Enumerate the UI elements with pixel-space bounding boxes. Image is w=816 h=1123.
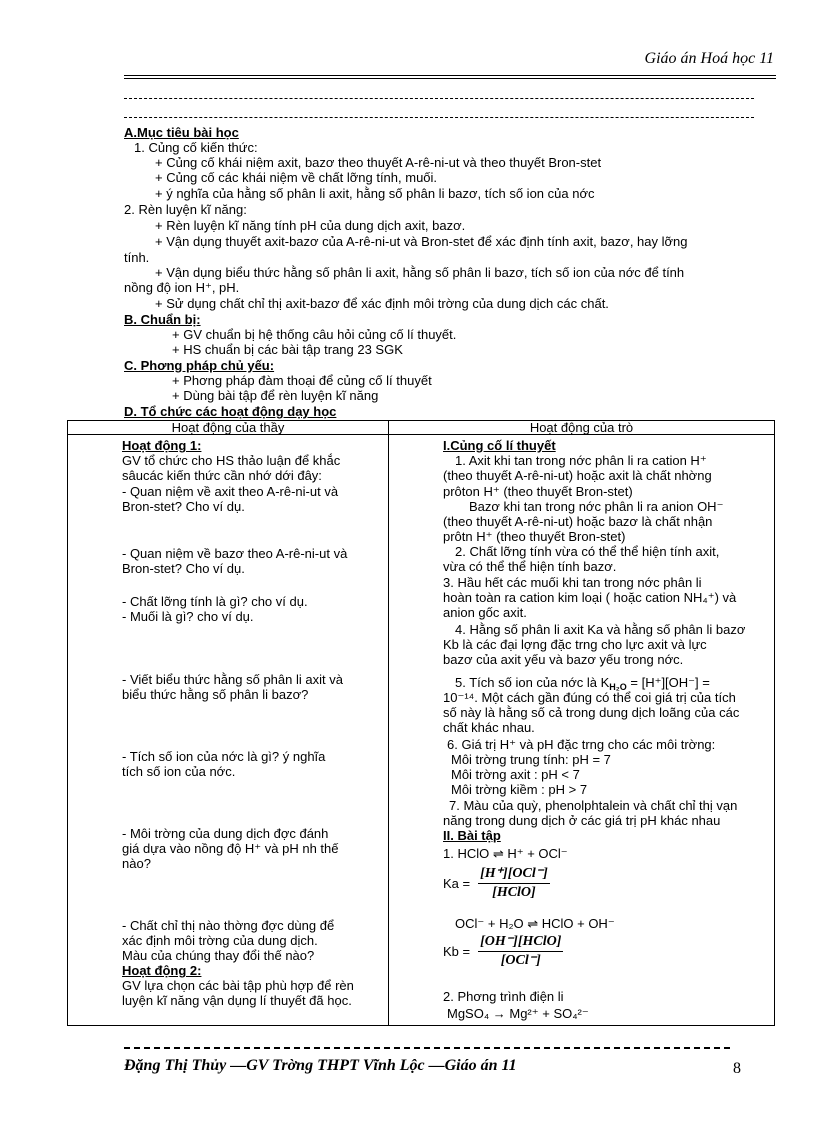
kw-subscript: H₂O bbox=[609, 682, 627, 692]
teacher-text: - Quan niệm về bazơ theo A-rê-ni-ut và bbox=[122, 546, 348, 561]
teacher-activities-cell bbox=[68, 435, 389, 1026]
section-a-line: + Vận dụng thuyết axit-bazơ của A-rê-ni-ut và Bron-stet để xác định tính axit, bazơ, hay lỡng bbox=[155, 234, 688, 249]
student-text: 10⁻¹⁴. Một cách gần đúng có thể coi giá trị của tích bbox=[443, 690, 736, 705]
section-a-line: 2. Rèn luyện kĩ năng: bbox=[124, 202, 247, 217]
section-c-line: + Phơng pháp đàm thoại để củng cố lí thuyết bbox=[172, 373, 432, 388]
teacher-text: biểu thức hằng số phân li bazơ? bbox=[122, 687, 309, 702]
section-c-line: + Dùng bài tập để rèn luyện kĩ năng bbox=[172, 388, 379, 403]
student-text: prôton H⁺ (theo thuyết Bron-stet) bbox=[443, 484, 633, 499]
section-a-line: nồng độ ion H⁺, pH. bbox=[124, 280, 240, 295]
student-text: anion gốc axit. bbox=[443, 605, 527, 620]
student-text: Môi trờng trung tính: pH = 7 bbox=[451, 752, 611, 767]
ka-numerator: [H⁺][OCl⁻] bbox=[478, 867, 550, 884]
student-text: Môi trờng kiềm : pH > 7 bbox=[451, 782, 588, 797]
student-text: 2. Phơng trình điện li bbox=[443, 989, 564, 1004]
equation-ocl: OCl⁻ + H₂O ⇌ HClO + OH⁻ bbox=[455, 916, 615, 931]
ka-denominator: [HClO] bbox=[492, 885, 536, 900]
student-text: bazơ của axit yếu và bazơ yếu trong nớc. bbox=[443, 652, 684, 667]
student-text: prôtn H⁺ (theo thuyết Bron-stet) bbox=[443, 529, 626, 544]
teacher-text: - Viết biểu thức hằng số phân li axit và bbox=[122, 672, 343, 687]
student-text: (theo thuyết A-rê-ni-ut) hoặc axit là chất nhờng bbox=[443, 468, 712, 483]
teacher-activity-2-heading: Hoạt động 2: bbox=[122, 963, 202, 978]
student-text: 7. Màu của quỳ, phenolphtalein và chất chỉ thị vạn bbox=[449, 798, 738, 813]
section-c-heading: C. Phơng pháp chủ yếu: bbox=[124, 358, 275, 373]
teacher-text: GV tổ chức cho HS thảo luận để khắc bbox=[122, 453, 341, 468]
teacher-activity-1-heading: Hoạt động 1: bbox=[122, 438, 202, 453]
ka-expression bbox=[443, 867, 550, 900]
section-a-line: + Rèn luyện kĩ năng tính pH của dung dịch axit, bazơ. bbox=[155, 218, 466, 233]
student-text: 4. Hằng số phân li axit Ka và hằng số phân li bazơ bbox=[455, 622, 746, 637]
teacher-text: xác định môi trờng của dung dịch. bbox=[122, 933, 318, 948]
kb-numerator: [OH⁻][HClO] bbox=[478, 935, 563, 952]
section-a-line: + ý nghĩa của hằng số phân li axit, hằng số phân li bazơ, tích số ion của nớc bbox=[155, 186, 595, 201]
page-number: 8 bbox=[733, 1060, 741, 1077]
teacher-text: - Tích số ion của nớc là gì? ý nghĩa bbox=[122, 749, 326, 764]
header-rule-bottom bbox=[124, 78, 776, 79]
dashed-rule-1 bbox=[124, 98, 754, 99]
section-a-line: + Củng cố khái niệm axit, bazơ theo thuyết A-rê-ni-ut và theo thuyết Bron-stet bbox=[155, 155, 602, 170]
footer-rule bbox=[124, 1047, 730, 1049]
teacher-column-header: Hoạt động của thầy bbox=[68, 421, 389, 435]
student-text: 3. Hầu hết các muối khi tan trong nớc phân li bbox=[443, 575, 702, 590]
kb-label: Kb = bbox=[443, 943, 471, 959]
teacher-text: - Chất chỉ thị nào thờng đợc dùng để bbox=[122, 918, 335, 933]
student-text: 6. Giá trị H⁺ và pH đặc trng cho các môi trờng: bbox=[447, 737, 716, 752]
student-text: vừa có thể thể hiện tính bazơ. bbox=[443, 559, 617, 574]
section-d-heading: D. Tổ chức các hoạt động dạy học bbox=[124, 404, 337, 419]
student-text: 1. Axit khi tan trong nớc phân li ra cation H⁺ bbox=[455, 453, 707, 468]
student-text: chất khác nhau. bbox=[443, 720, 535, 735]
teacher-text: - Môi trờng của dung dịch đợc đánh bbox=[122, 826, 329, 841]
student-text: Bazơ khi tan trong nớc phân li ra anion OH⁻ bbox=[469, 499, 724, 514]
student-section-2-heading: II. Bài tập bbox=[443, 828, 501, 843]
student-text: Kb là các đại lợng đặc trng cho lực axit và lực bbox=[443, 637, 707, 652]
section-a-heading: A.Mục tiêu bài học bbox=[124, 125, 239, 140]
teacher-text: giá dựa vào nồng độ H⁺ và pH nh thế bbox=[122, 841, 339, 856]
student-text: hoàn toàn ra cation kim loại ( hoặc cation NH₄⁺) và bbox=[443, 590, 737, 605]
teacher-text: GV lựa chọn các bài tập phù hợp để rèn bbox=[122, 978, 354, 993]
student-text: 2. Chất lỡng tính vừa có thể thể hiện tính axit, bbox=[455, 544, 720, 559]
header-rule-top bbox=[124, 75, 776, 76]
kb-fraction bbox=[478, 935, 563, 968]
student-activities-cell bbox=[389, 435, 775, 1026]
student-text: năng trong dung dịch ở các giá trị pH khác nhau bbox=[443, 813, 721, 828]
kw-value: = [H⁺][OH⁻] = bbox=[626, 675, 710, 690]
activity-table bbox=[67, 420, 775, 1026]
teacher-text: - Muối là gì? cho ví dụ. bbox=[122, 609, 254, 624]
teacher-text: Bron-stet? Cho ví dụ. bbox=[122, 561, 245, 576]
student-text: số này là hằng số cả trong dung dịch loãng của các bbox=[443, 705, 740, 720]
dashed-rule-2 bbox=[124, 117, 754, 118]
teacher-text: luyện kĩ năng vận dụng lí thuyết đã học. bbox=[122, 993, 352, 1008]
section-b-line: + HS chuẩn bị các bài tập trang 23 SGK bbox=[172, 342, 403, 357]
section-a-line: + Sử dụng chất chỉ thị axit-bazơ để xác định môi trờng của dung dịch các chất. bbox=[155, 296, 609, 311]
teacher-text: Màu của chúng thay đổi thế nào? bbox=[122, 948, 315, 963]
teacher-text: - Chất lỡng tính là gì? cho ví dụ. bbox=[122, 594, 308, 609]
teacher-text: sâucác kiến thức cần nhớ dới đây: bbox=[122, 468, 322, 483]
teacher-text: - Quan niệm về axit theo A-rê-ni-ut và bbox=[122, 484, 339, 499]
section-a-line: 1. Củng cố kiến thức: bbox=[134, 140, 258, 155]
equation-mgso4: MgSO₄ → Mg²⁺ + SO₄²⁻ bbox=[447, 1006, 589, 1021]
student-section-1-heading: I.Củng cố lí thuyết bbox=[443, 438, 556, 453]
ka-label: Ka = bbox=[443, 875, 471, 891]
student-column-header: Hoạt động của trò bbox=[389, 421, 775, 435]
section-b-line: + GV chuẩn bị hệ thống câu hỏi củng cố lí thuyết. bbox=[172, 327, 457, 342]
header-title: Giáo án Hoá học 11 bbox=[644, 50, 774, 67]
student-text-kw: 5. Tích số ion của nớc là K bbox=[455, 675, 610, 690]
teacher-text: nào? bbox=[122, 856, 151, 871]
kb-denominator: [OCl⁻] bbox=[500, 953, 541, 968]
kb-expression bbox=[443, 935, 563, 968]
student-text: (theo thuyết A-rê-ni-ut) hoặc bazơ là chất nhận bbox=[443, 514, 713, 529]
teacher-text: tích số ion của nớc. bbox=[122, 764, 236, 779]
footer-author: Đặng Thị Thủy —GV Trờng THPT Vĩnh Lộc —Giáo án 11 bbox=[124, 1057, 517, 1074]
section-a-line: + Vận dụng biểu thức hằng số phân li axit, hằng số phân li bazơ, tích số ion của nớc để tính bbox=[155, 265, 685, 280]
section-a-line: tính. bbox=[124, 250, 150, 265]
ka-fraction bbox=[478, 867, 550, 900]
teacher-text: Bron-stet? Cho ví dụ. bbox=[122, 499, 245, 514]
equation-hclo: 1. HClO ⇌ H⁺ + OCl⁻ bbox=[443, 846, 568, 861]
section-b-heading: B. Chuẩn bị: bbox=[124, 312, 201, 327]
section-a-line: + Củng cố các khái niệm về chất lỡng tính, muối. bbox=[155, 170, 438, 185]
student-text: Môi trờng axit : pH < 7 bbox=[451, 767, 580, 782]
